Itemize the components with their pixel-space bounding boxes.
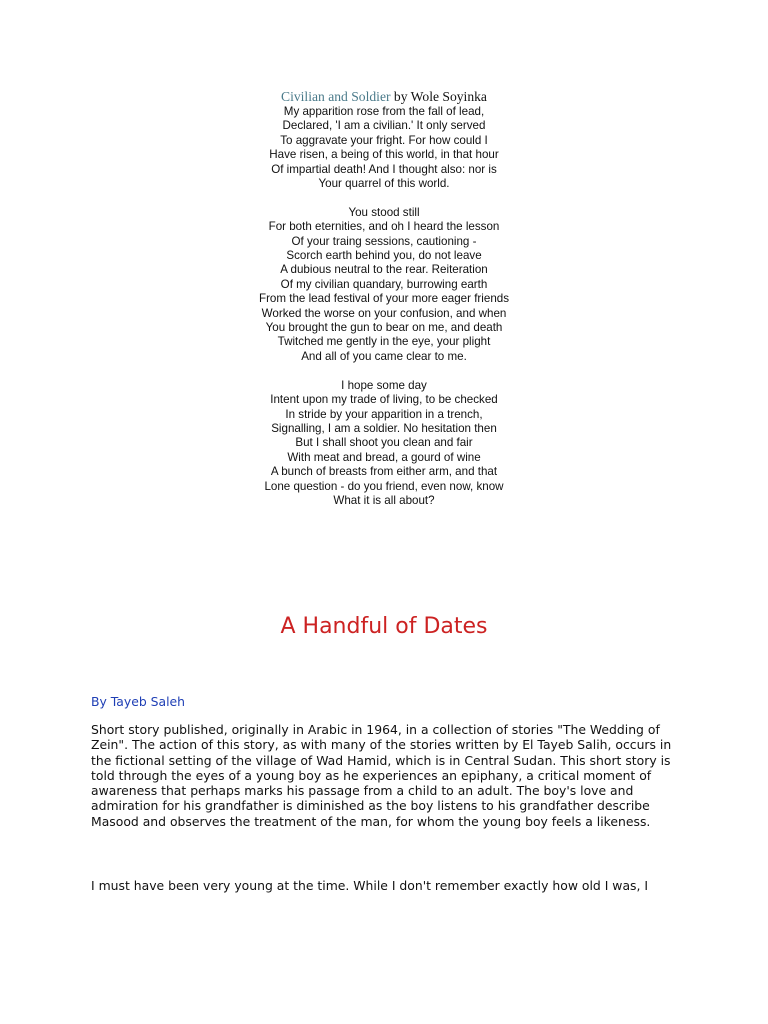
poem-line: Worked the worse on your confusion, and when — [261, 306, 507, 320]
poem-title-text: Civilian and Soldier — [281, 89, 391, 104]
story-summary-paragraph: Short story published, originally in Arabic in 1964, in a collection of stories "The Wedding of Zein". The action of this story, as with many of the stories written by El Tayeb Salih, occurs in the fictional setting of the village of Wad Hamid, which is in Central Sudan. This short story is told through the eyes of a young boy as he experiences an epiphany, a critical moment of awareness that perhaps marks his passage from a child to an adult. The boy's love and admiration for his grandfather is diminished as the boy listens to his grandfather describe Masood and observes the treatment of the man, for whom the young boy feels a likeness. — [91, 722, 672, 829]
poem-line: My apparition rose from the fall of lead, — [283, 105, 485, 118]
poem-line: Intent upon my trade of living, to be checked — [270, 393, 498, 407]
poem — [0, 88, 768, 523]
story-title: A Handful of Dates — [280, 614, 488, 639]
poem-line: I hope some day — [341, 378, 427, 392]
poem-line: Your quarrel of this world. — [318, 177, 450, 191]
poem-line: Scorch earth behind you, do not leave — [286, 249, 482, 263]
poem-line: Lone question - do you friend, even now, know — [264, 479, 504, 493]
poem-line: A dubious neutral to the rear. Reiteration — [280, 263, 488, 277]
poem-line: Declared, 'I am a civilian.' It only served — [282, 119, 486, 133]
poem-line: From the lead festival of your more eager friends — [258, 292, 510, 306]
poem-line: And all of you came clear to me. — [301, 349, 467, 363]
stanza-2 — [0, 206, 768, 364]
story-opening-paragraph: I must have been very young at the time. While I don't remember exactly how old I was, I — [91, 878, 649, 893]
poem-line: What it is all about? — [333, 493, 435, 507]
poem-line: Signalling, I am a soldier. No hesitation then — [271, 421, 497, 435]
poem-line: A bunch of breasts from either arm, and that — [270, 465, 498, 479]
poem-line: With meat and bread, a gourd of wine — [287, 450, 481, 464]
poem-line: Twitched me gently in the eye, your plight — [277, 335, 491, 349]
poem-line: Of my civilian quandary, burrowing earth — [280, 277, 488, 291]
poem-title — [0, 88, 768, 105]
stanza-3 — [0, 379, 768, 509]
poem-line: To aggravate your fright. For how could I — [280, 133, 488, 147]
stanza-1 — [0, 105, 768, 191]
story-byline: By Tayeb Saleh — [91, 694, 186, 709]
poem-line: Of impartial death! And I thought also: nor is — [271, 162, 497, 176]
poem-line: For both eternities, and oh I heard the lesson — [268, 220, 500, 234]
poem-line: Have risen, a being of this world, in that hour — [269, 148, 499, 162]
poem-line: In stride by your apparition in a trench, — [285, 407, 483, 421]
poem-line: You brought the gun to bear on me, and death — [265, 321, 503, 335]
poem-line: But I shall shoot you clean and fair — [295, 436, 473, 450]
poem-line: Of your traing sessions, cautioning - — [291, 234, 477, 248]
poem-author: by Wole Soyinka — [390, 89, 487, 104]
poem-line: You stood still — [348, 205, 420, 219]
